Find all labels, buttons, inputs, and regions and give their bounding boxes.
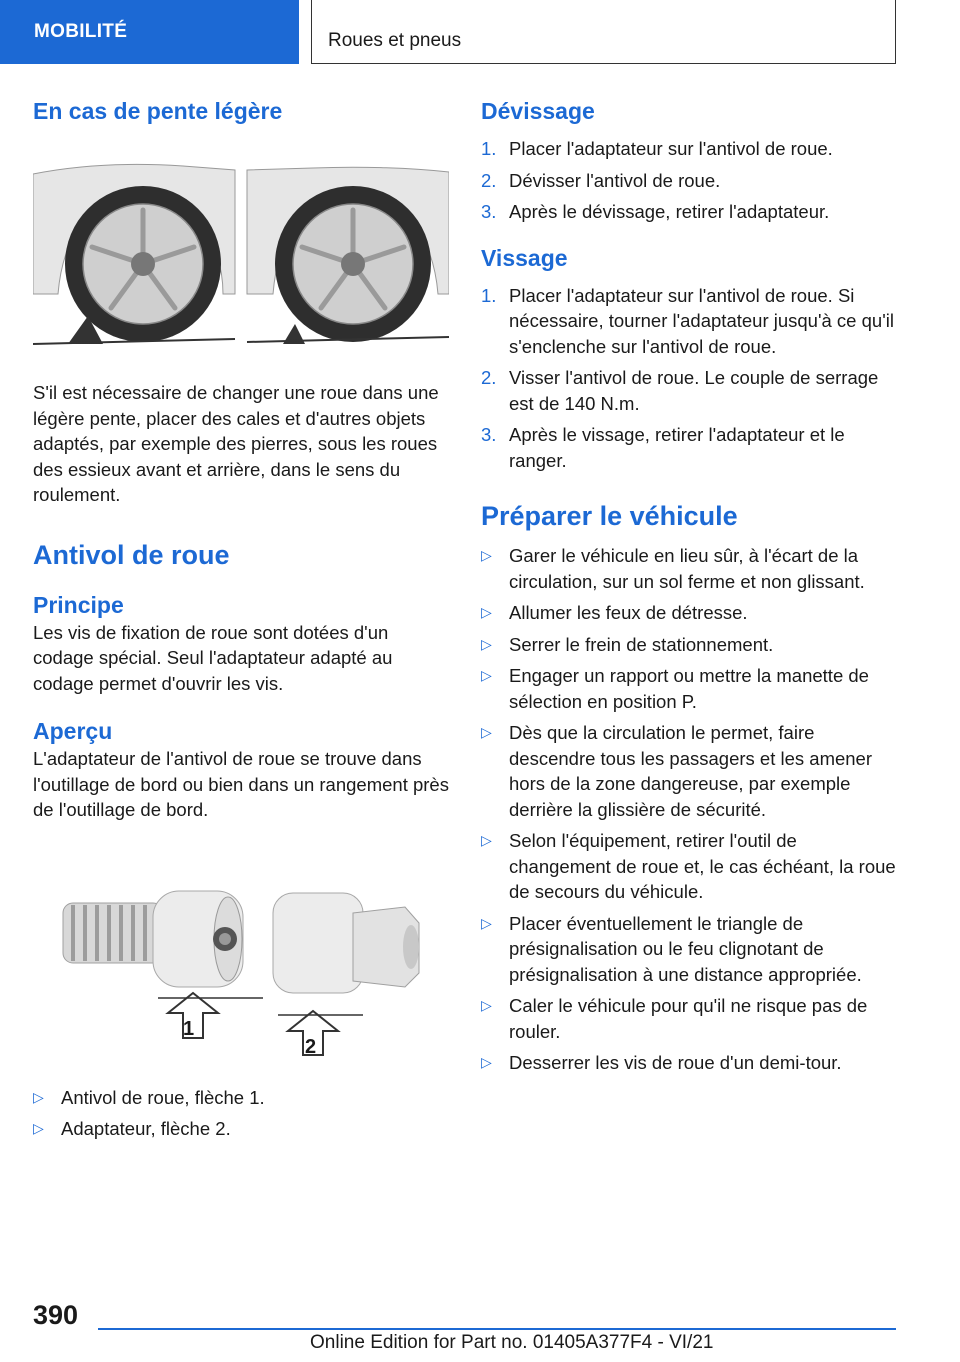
triangle-bullet-icon: ▷: [481, 832, 492, 848]
screw-heading: Vissage: [481, 244, 568, 271]
unscrew-steps: [481, 136, 899, 225]
figure-label-2: 2: [305, 1035, 317, 1058]
list-item: ▷ Engager un rapport ou mettre la manette de sélection en position P.: [481, 663, 899, 714]
list-item: 3. Après le dévissage, retirer l'adaptateur.: [481, 201, 830, 222]
figure-label-1: 1: [183, 1017, 195, 1040]
list-item: ▷ Selon l'équipement, retirer l'outil de changement de roue et, le cas échéant, la roue de secours du véhicule.: [481, 828, 899, 905]
list-item: ▷ Serrer le frein de stationnement.: [481, 632, 899, 658]
list-item: 1. Placer l'adaptateur sur l'antivol de roue. Si nécessaire, tourner l'adaptateur jusqu'à ce qu'il s'enclenche sur l'antivol de roue.: [481, 284, 894, 357]
legend-list: [33, 1085, 449, 1142]
list-item: ▷ Desserrer les vis de roue d'un demi-tour.: [481, 1050, 899, 1076]
prepare-list: [481, 543, 899, 1076]
list-item: 2. Visser l'antivol de roue. Le couple de serrage est de 140 N.m.: [481, 367, 879, 414]
principle-text: Les vis de fixation de roue sont dotées d'un codage spécial. Seul l'adaptateur adapté au codage permet d'ouvrir les vis.: [33, 621, 393, 694]
triangle-bullet-icon: ▷: [481, 914, 492, 931]
slope-text: S'il est nécessaire de changer une roue dans une légère pente, placer des cales et d'autres objets adaptés, par exemple des pierres, sous les roues des essieux avant et arrière, dans le sens du roulement.: [33, 382, 439, 505]
list-item: ▷ Garer le véhicule en lieu sûr, à l'écart de la circulation, sur un sol ferme et non glissant.: [481, 543, 899, 594]
screw-steps: [481, 283, 899, 474]
triangle-bullet-icon: ▷: [481, 604, 492, 620]
section-header: [311, 0, 896, 64]
list-item: ▷ Allumer les feux de détresse.: [481, 600, 899, 626]
list-item: ▷ Dès que la circulation le permet, faire descendre tous les passagers et les amener hors de la zone dangereuse, par exemple derrière la glissière de sécurité.: [481, 720, 899, 822]
edition-note: Online Edition for Part no. 01405A377F4 - VI/21: [310, 1332, 714, 1353]
wheels-on-slope-illustration: [33, 144, 449, 354]
left-column: [33, 96, 449, 1148]
list-item: 3. Après le vissage, retirer l'adaptateur et le ranger.: [481, 424, 845, 471]
prepare-heading: Préparer le véhicule: [481, 501, 738, 531]
chapter-tab: [0, 0, 299, 64]
section-title: Roues et pneus: [328, 29, 462, 51]
right-column: [481, 96, 899, 1082]
arrow-2-icon: [278, 1011, 363, 1055]
chapter-title: MOBILITÉ: [34, 21, 128, 42]
triangle-bullet-icon: ▷: [481, 635, 492, 652]
overview-heading: Aperçu: [33, 718, 113, 744]
list-item: ▷ Placer éventuellement le triangle de présignalisation ou le feu clignotant de présignalisation à une distance appropriée.: [481, 911, 899, 988]
triangle-bullet-icon: ▷: [481, 997, 492, 1013]
list-item: 1. Placer l'adaptateur sur l'antivol de roue.: [481, 138, 833, 159]
list-item: ▷ Antivol de roue, flèche 1.: [33, 1085, 449, 1111]
adapter: [273, 893, 419, 993]
unscrew-heading: Dévissage: [481, 98, 595, 124]
slope-heading: En cas de pente légère: [33, 98, 283, 124]
list-item: ▷ Adaptateur, flèche 2.: [33, 1116, 449, 1142]
arrow-1-icon: [158, 993, 263, 1038]
wheel-lock-heading: Antivol de roue: [33, 539, 230, 570]
page-number: 390: [33, 1300, 79, 1330]
triangle-bullet-icon: ▷: [481, 547, 492, 563]
list-item: 2. Dévisser l'antivol de roue.: [481, 169, 721, 191]
triangle-bullet-icon: ▷: [33, 1088, 44, 1105]
triangle-bullet-icon: ▷: [481, 1054, 492, 1070]
list-item: ▷ Caler le véhicule pour qu'il ne risque pas de rouler.: [481, 993, 899, 1044]
wheel-lock-adapter-illustration: [33, 863, 449, 1063]
triangle-bullet-icon: ▷: [481, 724, 492, 740]
footer-divider: [98, 1328, 896, 1330]
triangle-bullet-icon: ▷: [33, 1120, 44, 1136]
overview-text: L'adaptateur de l'antivol de roue se trouve dans l'outillage de bord ou bien dans un rangement près de l'outillage de bord.: [33, 748, 449, 820]
principle-heading: Principe: [33, 591, 124, 618]
triangle-bullet-icon: ▷: [481, 667, 492, 683]
wheel-lock-bolt: [63, 891, 243, 987]
